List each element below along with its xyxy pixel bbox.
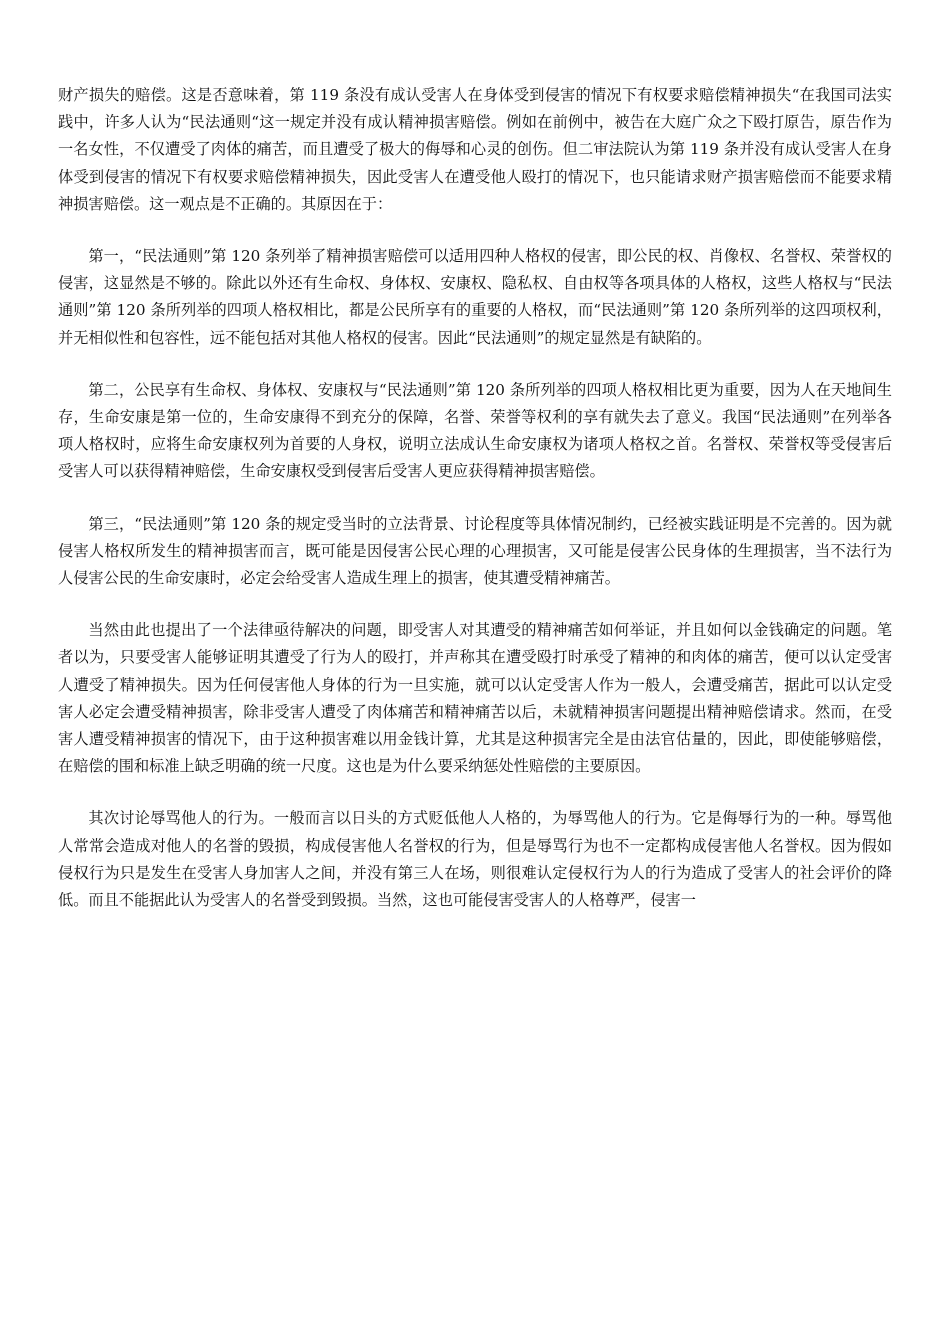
paragraph-second-point: 第二，公民享有生命权、身体权、安康权与“民法通则”第 120 条所列举的四项人格权相比更为重要，因为人在天地间生存，生命安康是第一位的，生命安康得不到充分的保障，名誉、荣誉等权利的享有就失去了意义。我国“民法通则”在列举各项人格权时，应将生命安康权列为首要的人身权，说明立法成认生命安康权为诸项人格权之首。名誉权、荣誉权等受侵害后受害人可以获得精神赔偿，生命安康权受到侵害后受害人更应获得精神损害赔偿。 <box>58 380 892 481</box>
paragraph-proof-issue: 当然由此也提出了一个法律亟待解决的问题，即受害人对其遭受的精神痛苦如何举证，并且如何以金钱确定的问题。笔者以为，只要受害人能够证明其遭受了行为人的殴打，并声称其在遭受殴打时承受了精神的和肉体的痛苦，便可以认定受害人遭受了精神损失。因为任何侵害他人身体的行为一旦实施，就可以认定受害人作为一般人，会遭受痛苦，据此可以认定受害人必定会遭受精神损害，除非受害人遭受了肉体痛苦和精神痛苦以后，未就精神损害问题提出精神赔偿请求。然而，在受害人遭受精神损害的情况下，由于这种损害难以用金钱计算，尤其是这种损害完全是由法官估量的，因此，即使能够赔偿，在赔偿的围和标准上缺乏明确的统一尺度。这也是为什么要采纳惩处性赔偿的主要原因。 <box>58 621 892 776</box>
paragraph-continuation: 财产损失的赔偿。这是否意味着，第 119 条没有成认受害人在身体受到侵害的情况下有权要求赔偿精神损失“在我国司法实践中，许多人认为“民法通则“这一规定并没有成认精神损害赔偿。例如在前例中，被告在大庭广众之下殴打原告，原告作为一名女性，不仅遭受了肉体的痛苦，而且遭受了极大的侮辱和心灵的创伤。但二审法院认为第 119 条并没有成认受害人在身体受到侵害的情况下有权要求赔偿精神损失，因此受害人在遭受他人殴打的情况下，也只能请求财产损害赔偿而不能要求精神损害赔偿。这一观点是不正确的。其原因在于： <box>58 86 892 213</box>
paragraph-insult-behavior: 其次讨论辱骂他人的行为。一般而言以日头的方式贬低他人人格的，为辱骂他人的行为。它是侮辱行为的一种。辱骂他人常常会造成对他人的名誉的毁损，构成侵害他人名誉权的行为，但是辱骂行为也不一定都构成侵害他人名誉权。因为假如侵权行为只是发生在受害人身加害人之间，并没有第三人在场，则很难认定侵权行为人的行为造成了受害人的社会评价的降低。而且不能据此认为受害人的名誉受到毁损。当然，这也可能侵害受害人的人格尊严，侵害一 <box>58 809 892 910</box>
paragraph-first-point: 第一，“民法通则”第 120 条列举了精神损害赔偿可以适用四种人格权的侵害，即公民的权、肖像权、名誉权、荣誉权的侵害，这显然是不够的。除此以外还有生命权、身体权、安康权、隐私权、自由权等各项具体的人格权，这些人格权与“民法通则”第 120 条所列举的四项人格权相比，都是公民所享有的重要的人格权，而“民法通则”第 120 条所列举的这四项权利，并无相似性和包容性，远不能包括对其他人格权的侵害。因此“民法通则”的规定显然是有缺陷的。 <box>58 247 892 347</box>
paragraph-third-point: 第三，“民法通则”第 120 条的规定受当时的立法背景、讨论程度等具体情况制约，已经被实践证明是不完善的。因为就侵害人格权所发生的精神损害而言，既可能是因侵害公民心理的心理损害，又可能是侵害公民身体的生理损害，当不法行为人侵害公民的生命安康时，必定会给受害人造成生理上的损害，使其遭受精神痛苦。 <box>58 514 892 588</box>
document-page <box>58 82 892 939</box>
